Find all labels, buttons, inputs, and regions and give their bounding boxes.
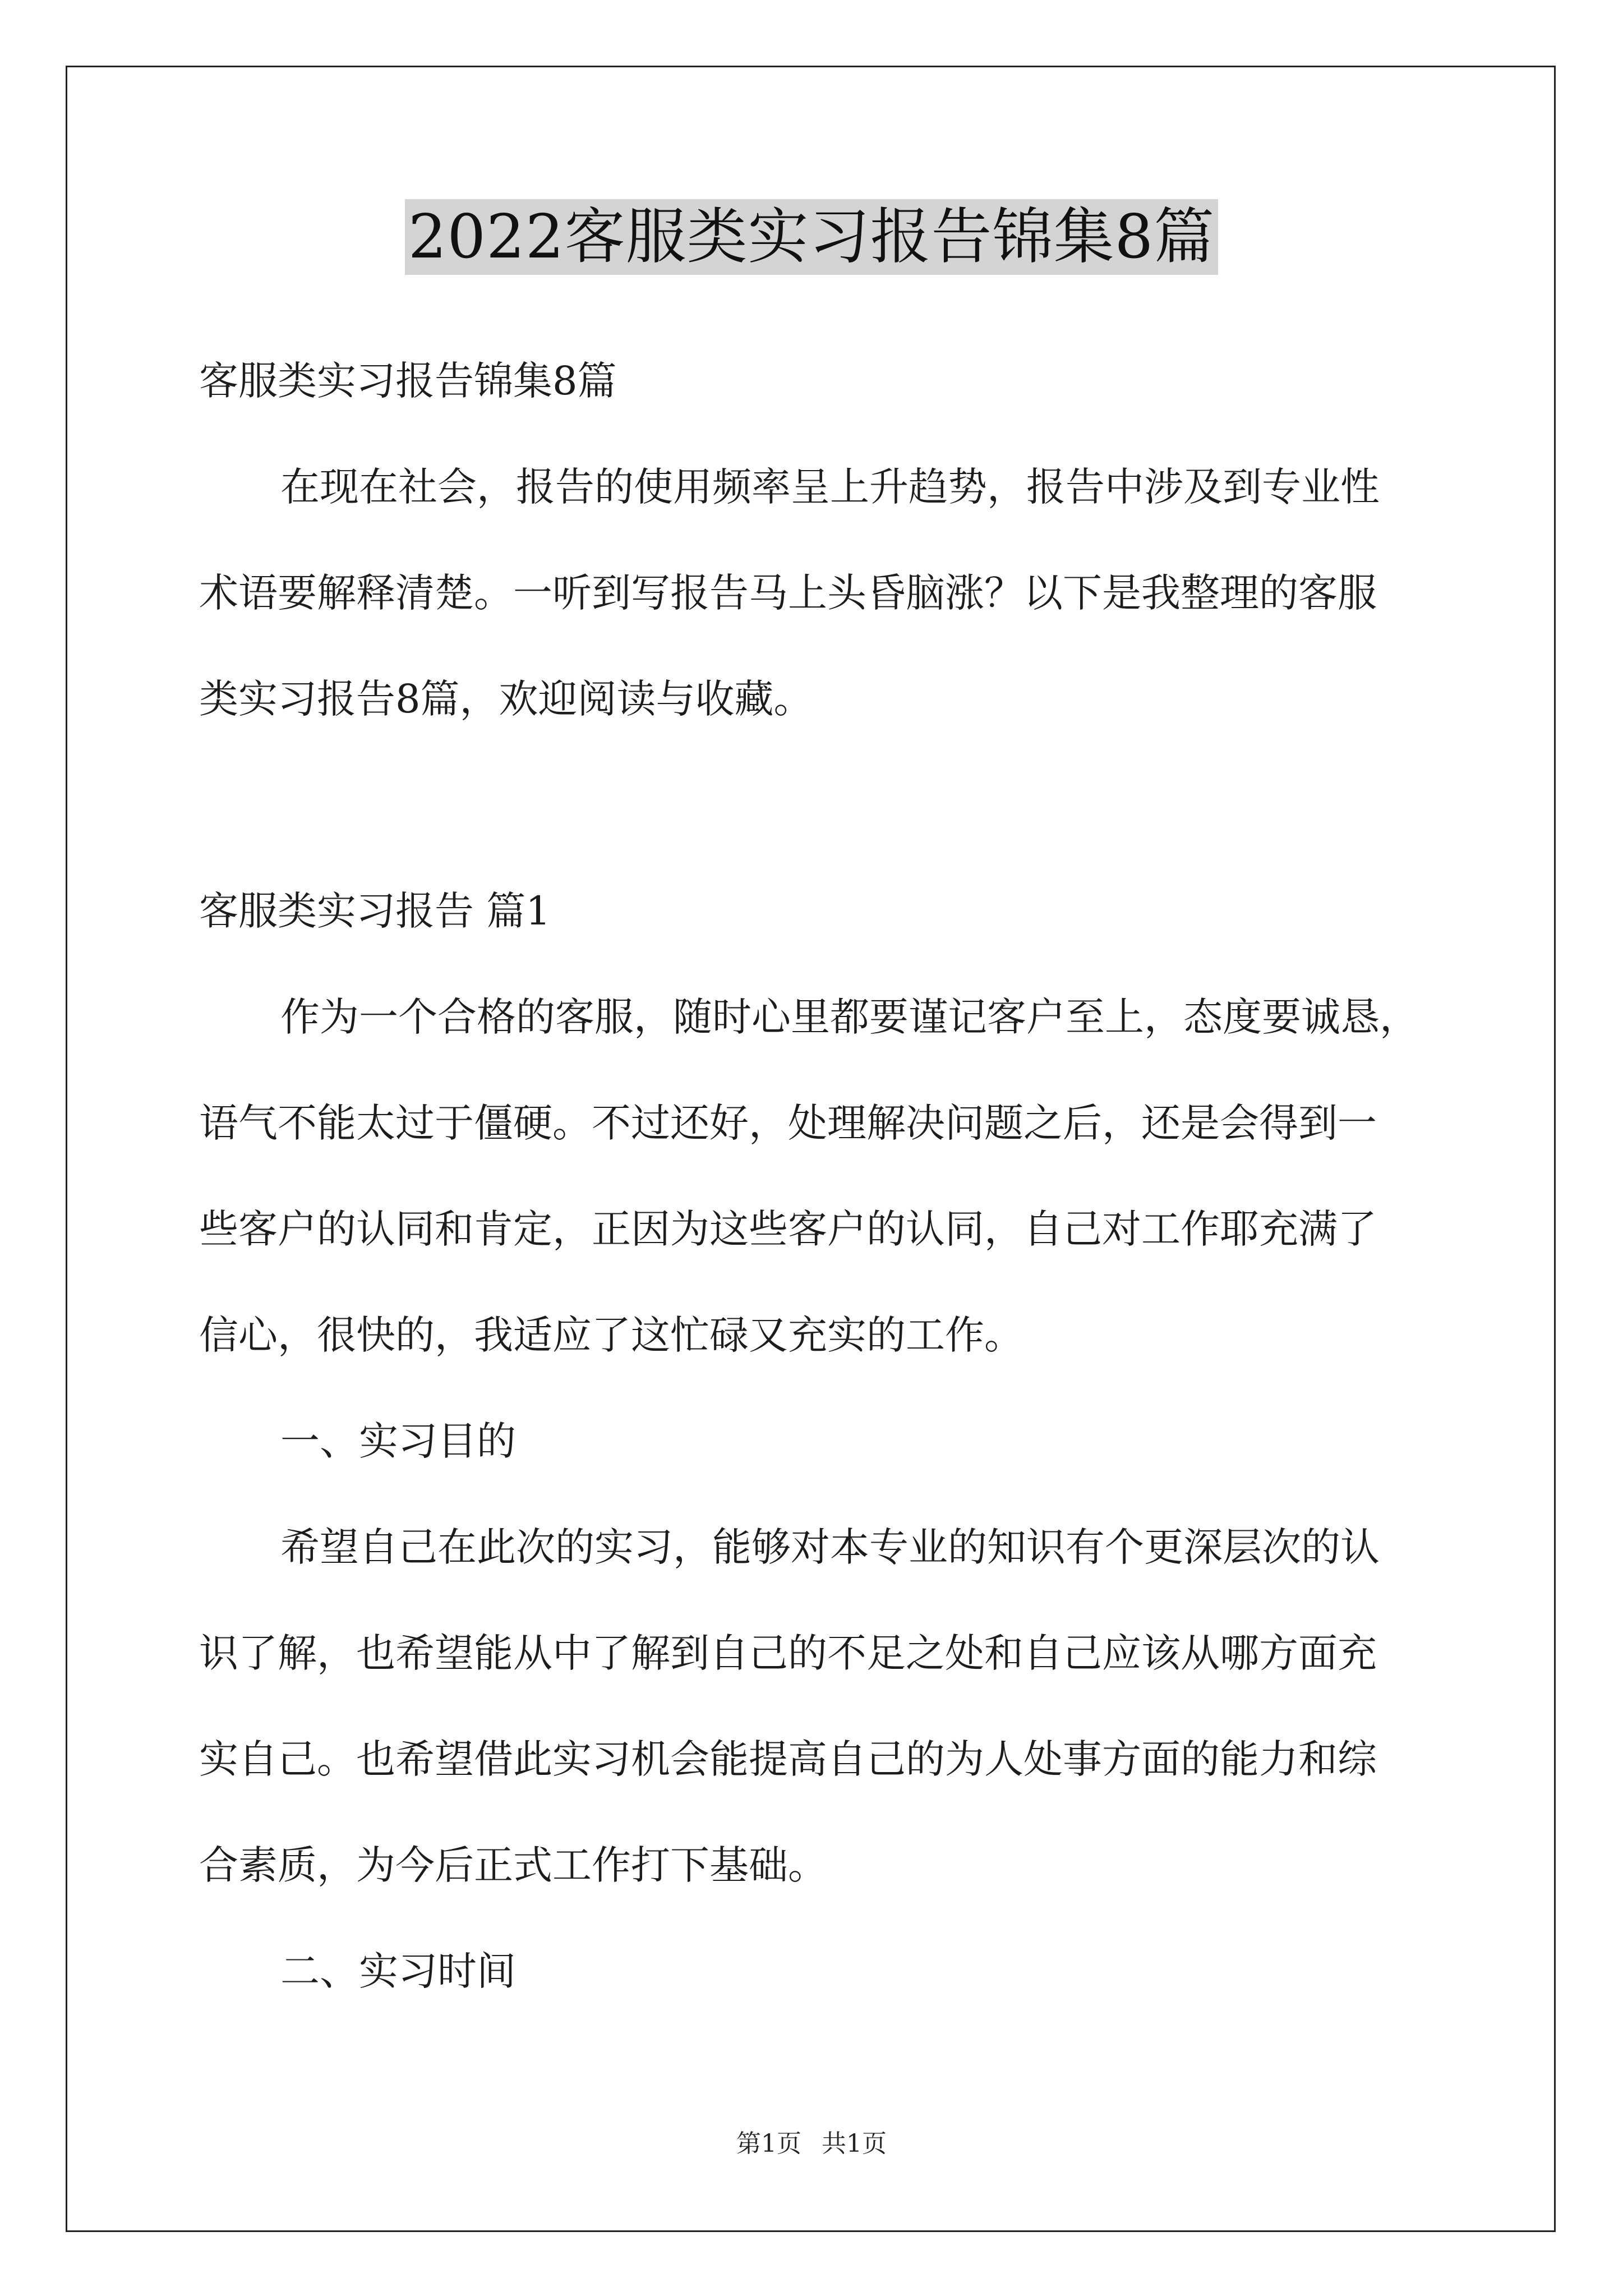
section-heading: 客服类实习报告 篇1	[199, 888, 551, 934]
page-footer	[0, 2127, 1623, 2161]
paragraph-line: 合素质，为今后正式工作打下基础。	[199, 1842, 827, 1888]
paragraph-line: 些客户的认同和肯定，正因为这些客户的认同，自己对工作耶充满了	[199, 1206, 1377, 1252]
intro-line: 在现在社会，报告的使用频率呈上升趋势，报告中涉及到专业性	[280, 464, 1380, 510]
page-number-current: 第1页	[736, 2129, 801, 2158]
paragraph-line: 识了解，也希望能从中了解到自己的不足之处和自己应该从哪方面充	[199, 1630, 1377, 1676]
paragraph-line: 作为一个合格的客服，随时心里都要谨记客户至上，态度要诚恳，	[280, 994, 1419, 1040]
intro-line: 类实习报告8篇，欢迎阅读与收藏。	[199, 676, 813, 722]
subheading-time: 二、实习时间	[280, 1948, 516, 1994]
document-title: 2022客服类实习报告锦集8篇	[405, 199, 1219, 275]
intro-line: 术语要解释清楚。一听到写报告马上头昏脑涨？以下是我整理的客服	[199, 570, 1377, 616]
paragraph-line: 希望自己在此次的实习，能够对本专业的知识有个更深层次的认	[280, 1524, 1380, 1570]
document-subtitle: 客服类实习报告锦集8篇	[199, 358, 617, 404]
title-container	[0, 199, 1623, 275]
subheading-purpose: 一、实习目的	[280, 1418, 516, 1464]
paragraph-line: 信心，很快的，我适应了这忙碌又充实的工作。	[199, 1312, 1023, 1358]
paragraph-line: 语气不能太过于僵硬。不过还好，处理解决问题之后，还是会得到一	[199, 1100, 1377, 1146]
page-number-total: 共1页	[822, 2129, 887, 2158]
paragraph-line: 实自己。也希望借此实习机会能提高自己的为人处事方面的能力和综	[199, 1736, 1377, 1782]
